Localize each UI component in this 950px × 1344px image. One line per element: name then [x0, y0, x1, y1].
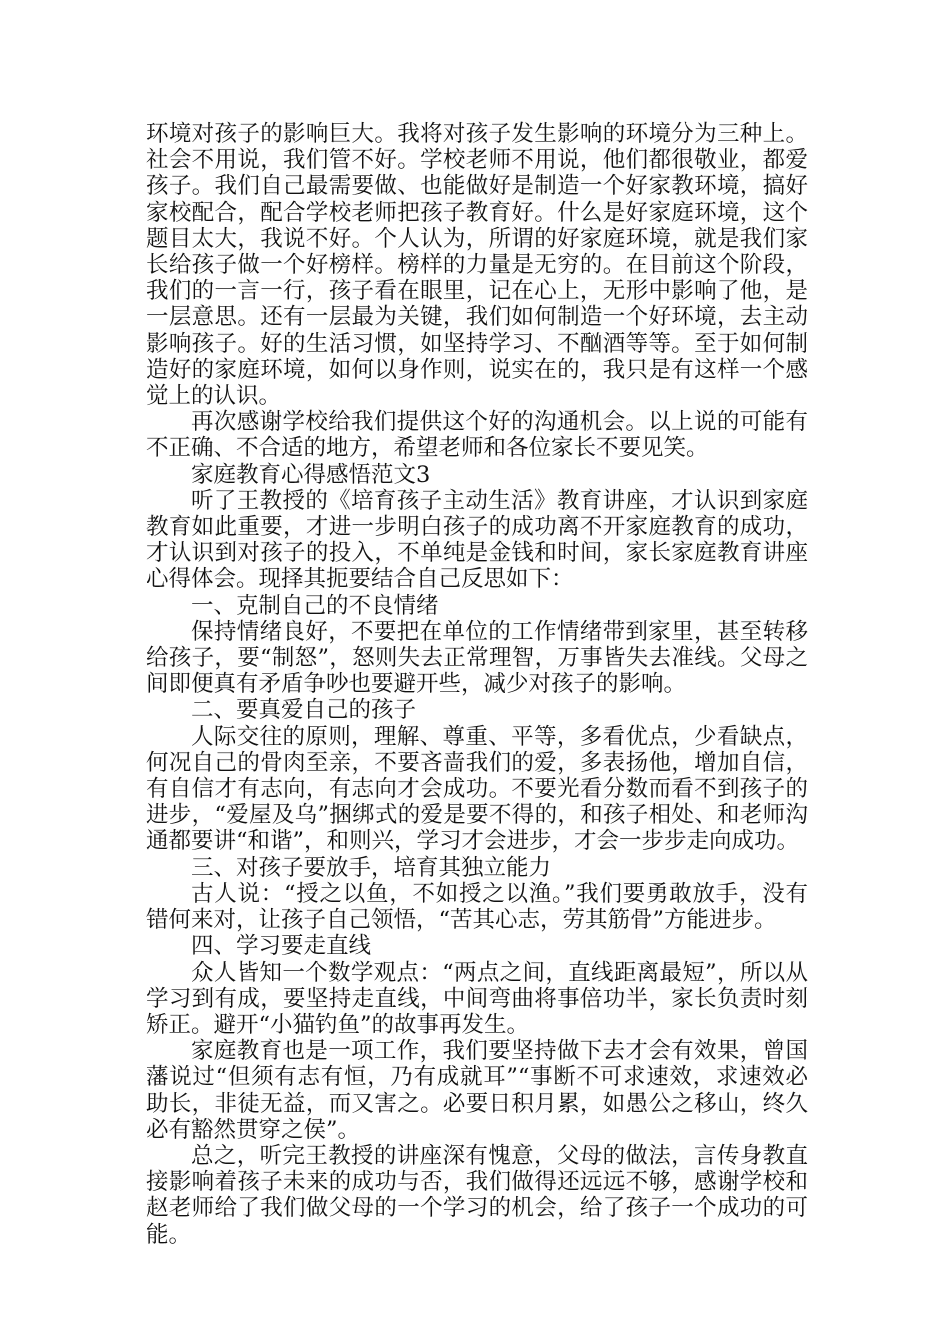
paragraph-intro: 听了王教授的《培育孩子主动生活》教育讲座，才认识到家庭教育如此重要，才进一步明白孩子的成功离不开家庭教育的成功，才认识到对孩子的投入，不单纯是金钱和时间，家长家庭教育讲座心得体会。现择其扼要结合自己反思如下： [146, 487, 808, 593]
paragraph-point-1: 保持情绪良好，不要把在单位的工作情绪带到家里，甚至转移给孩子，要“制怒”，怒则失去正常理智，万事皆失去准线。父母之间即便真有矛盾争吵也要避开些，减少对孩子的影响。 [146, 618, 808, 698]
heading-point-1: 一、克制自己的不良情绪 [191, 592, 439, 619]
document-page [146, 121, 808, 1248]
heading-point-4: 四、学习要走直线 [191, 933, 372, 960]
paragraph-point-4: 众人皆知一个数学观点：“两点之间，直线距离最短”，所以从学习到有成，要坚持走直线，中间弯曲将事倍功半，家长负责时刻矫正。避开“小猫钓鱼”的故事再发生。 [146, 959, 808, 1038]
section-title: 家庭教育心得感悟范文3 [191, 461, 431, 488]
paragraph-thanks: 再次感谢学校给我们提供这个好的沟通机会。以上说的可能有不正确、不合适的地方，希望老师和各位家长不要见笑。 [146, 409, 808, 462]
paragraph-point-2: 人际交往的原则，理解、尊重、平等，多看优点，少看缺点，何况自己的骨肉至亲，不要吝啬我们的爱，多表扬他，增加自信，有自信才有志向，有志向才会成功。不要光看分数而看不到孩子的进步，“爱屋及乌”捆绑式的爱是要不得的，和孩子相处、和老师沟通都要讲“和谐”，和则兴，学习才会进步，才会一步步走向成功。 [146, 723, 808, 855]
heading-point-2: 二、要真爱自己的孩子 [191, 697, 417, 724]
paragraph-conclusion: 总之，听完王教授的讲座深有愧意，父母的做法，言传身教直接影响着孩子未来的成功与否，我们做得还远远不够，感谢学校和赵老师给了我们做父母的一个学习的机会，给了孩子一个成功的可能。 [146, 1142, 808, 1248]
paragraph-environment: 环境对孩子的影响巨大。我将对孩子发生影响的环境分为三种上。社会不用说，我们管不好。学校老师不用说，他们都很敬业，都爱孩子。我们自己最需要做、也能做好是制造一个好家教环境，搞好家校配合，配合学校老师把孩子教育好。什么是好家庭环境，这个题目太大，我说不好。个人认为，所谓的好家庭环境，就是我们家长给孩子做一个好榜样。榜样的力量是无穷的。在目前这个阶段，我们的一言一行，孩子看在眼里，记在心上，无形中影响了他，是一层意思。还有一层最为关键，我们如何制造一个好环境，去主动影响孩子。好的生活习惯，如坚持学习、不酗酒等等。至于如何制造好的家庭环境，如何以身作则，说实在的，我只是有这样一个感觉上的认识。 [146, 121, 808, 410]
paragraph-point-3: 古人说：“授之以鱼，不如授之以渔。”我们要勇敢放手，没有错何来对，让孩子自己领悟，“苦其心志，劳其筋骨”方能进步。 [146, 880, 808, 934]
paragraph-persistence: 家庭教育也是一项工作，我们要坚持做下去才会有效果，曾国藩说过“但须有志有恒，乃有成就耳”“事断不可求速效，求速效必助长，非徒无益，而又害之。必要日积月累，如愚公之移山，终久必有豁然贯穿之侯”。 [146, 1038, 808, 1143]
heading-point-3: 三、对孩子要放手，培育其独立能力 [191, 854, 552, 881]
